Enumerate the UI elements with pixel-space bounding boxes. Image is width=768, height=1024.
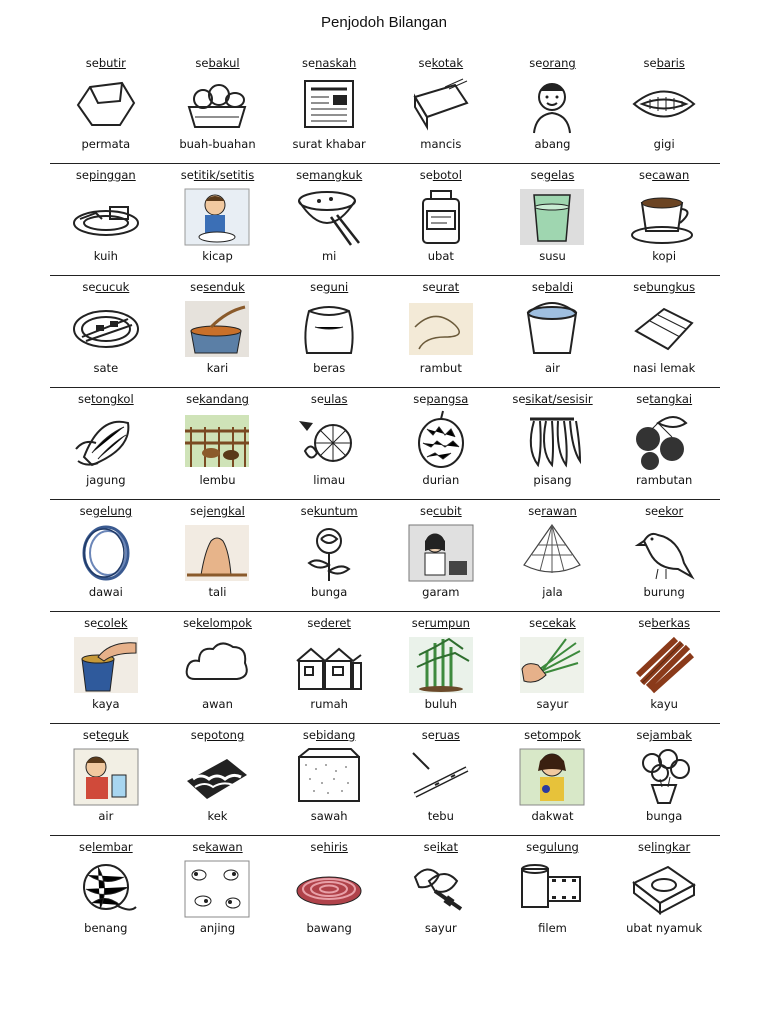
classifier-word (532, 280, 573, 294)
noun-label: air (545, 361, 560, 375)
classifier-prefix: se (529, 616, 543, 630)
noun-label: garam (422, 585, 460, 599)
sugarcane-icon (405, 745, 477, 807)
paddy-field-icon (293, 745, 365, 807)
classifier-prefix: se (296, 168, 310, 182)
matchbox-icon (405, 73, 477, 135)
classifier-prefix: se (82, 280, 96, 294)
page-title: Penjodoh Bilangan (321, 14, 447, 31)
classifier-word (512, 392, 592, 406)
noun-label: kopi (652, 249, 677, 263)
classifier-word (639, 168, 689, 182)
classifier-word (190, 504, 245, 518)
classifier-row (50, 52, 720, 164)
plate-cake-icon (70, 185, 142, 247)
classifier-word (76, 168, 136, 182)
classifier-card (50, 388, 162, 499)
classifier-prefix: se (419, 504, 434, 518)
classifier-row (50, 612, 720, 724)
classifier-card (162, 276, 274, 387)
classifier-stem: bungkus (646, 280, 696, 294)
satay-icon (70, 297, 142, 359)
classifier-card (608, 836, 720, 947)
classifier-prefix: se (421, 728, 435, 742)
classifier-prefix: se (310, 392, 324, 406)
classifier-word (311, 392, 348, 406)
classifier-word (529, 56, 575, 70)
bowl-chopsticks-icon (293, 185, 365, 247)
classifier-prefix: se (636, 728, 650, 742)
noun-label: bunga (646, 809, 683, 823)
cloud-icon (181, 633, 253, 695)
classifier-word (529, 616, 576, 630)
classifier-word (183, 616, 252, 630)
classifier-stem: titik/setitis (193, 168, 255, 182)
noun-label: kicap (202, 249, 233, 263)
classifier-stem: pinggan (89, 168, 136, 182)
classifier-word (186, 392, 249, 406)
classifier-word (420, 168, 462, 182)
classifier-stem: naskah (315, 56, 357, 70)
classifier-stem: gelung (92, 504, 133, 518)
classifier-stem: lingkar (651, 840, 691, 854)
noun-label: susu (539, 249, 566, 263)
noun-label: burung (643, 585, 685, 599)
durian-icon (405, 409, 477, 471)
noun-label: mi (321, 249, 337, 263)
classifier-word (424, 840, 458, 854)
classifier-prefix: se (183, 616, 197, 630)
noun-label: jagung (86, 473, 126, 487)
classifier-card (385, 164, 497, 275)
classifier-word (190, 280, 245, 294)
classifier-stem: botol (432, 168, 462, 182)
noun-label: sayur (536, 697, 569, 711)
classifier-stem: colek (97, 616, 128, 630)
classifier-word (526, 840, 579, 854)
classifier-stem: guni (323, 280, 349, 294)
classifier-stem: kandang (199, 392, 249, 406)
classifier-row (50, 388, 720, 500)
classifier-prefix: se (310, 280, 324, 294)
hair-strand-icon (405, 297, 477, 359)
classifier-card (162, 612, 274, 723)
classifier-word (310, 840, 347, 854)
classifier-stem: tongkol (91, 392, 134, 406)
classifier-stem: kelompok (196, 616, 252, 630)
classifier-card (162, 164, 274, 275)
classifier-card (162, 388, 274, 499)
yarn-ball-icon (70, 857, 142, 919)
classifier-stem: rumpun (424, 616, 470, 630)
classifier-word (420, 504, 462, 518)
classifier-stem: baris (656, 56, 685, 70)
classifier-prefix: se (643, 56, 657, 70)
classifier-card (162, 724, 274, 835)
hand-vegetables-icon (516, 633, 588, 695)
classifier-card (497, 836, 609, 947)
fishing-net-icon (516, 521, 588, 583)
boy-eating-icon (181, 185, 253, 247)
classifier-stem: rawan (541, 504, 577, 518)
noun-label: abang (534, 137, 571, 151)
classifier-prefix: se (190, 504, 204, 518)
classifier-stem: bidang (315, 728, 356, 742)
classifier-stem: pangsa (426, 392, 469, 406)
noun-label: beras (313, 361, 346, 375)
noun-label: tali (208, 585, 227, 599)
classifier-word (413, 392, 468, 406)
noun-label: kari (206, 361, 229, 375)
classifier-prefix: se (422, 280, 436, 294)
classifier-card (162, 500, 274, 611)
classifier-card (608, 500, 720, 611)
classifier-card (608, 276, 720, 387)
classifier-card (608, 724, 720, 835)
gem-icon (70, 73, 142, 135)
classifier-prefix: se (411, 616, 425, 630)
rambutan-icon (628, 409, 700, 471)
classifier-prefix: se (190, 280, 204, 294)
classifier-row (50, 164, 720, 276)
bird-icon (628, 521, 700, 583)
classifier-stem: butir (98, 56, 126, 70)
noun-label: benang (84, 921, 128, 935)
noun-label: bawang (306, 921, 352, 935)
classifier-row (50, 836, 720, 947)
classifier-card (50, 612, 162, 723)
jar-finger-icon (70, 633, 142, 695)
noun-label: awan (202, 697, 233, 711)
classifier-stem: urat (435, 280, 460, 294)
classifier-stem: kotak (431, 56, 464, 70)
noun-label: kayu (650, 697, 678, 711)
classifier-card (385, 388, 497, 499)
classifier-card (608, 52, 720, 163)
classifier-card (385, 612, 497, 723)
classifier-word (192, 840, 242, 854)
noun-label: kaya (92, 697, 120, 711)
teeth-icon (628, 73, 700, 135)
classifier-word (82, 280, 129, 294)
cake-slice-icon (181, 745, 253, 807)
classifier-stem: ruas (434, 728, 460, 742)
classifier-card (497, 612, 609, 723)
wrapped-food-icon (628, 297, 700, 359)
classifier-word (80, 504, 133, 518)
classifier-card (273, 164, 385, 275)
classifier-stem: deret (320, 616, 351, 630)
classifier-card (608, 388, 720, 499)
classifier-prefix: se (302, 56, 316, 70)
classifier-word (181, 168, 255, 182)
classifier-word (633, 280, 695, 294)
classifier-card (497, 500, 609, 611)
classifier-prefix: se (418, 56, 432, 70)
classifier-card (497, 52, 609, 163)
classifier-prefix: se (180, 168, 194, 182)
classifier-word (195, 56, 239, 70)
classifier-word (303, 728, 356, 742)
classifier-card (608, 164, 720, 275)
noun-label: sayur (424, 921, 457, 935)
classifier-word (301, 504, 358, 518)
classifier-stem: berkas (651, 616, 690, 630)
woman-cooking-icon (405, 521, 477, 583)
noun-label: dawai (88, 585, 123, 599)
banana-bunch-icon (516, 409, 588, 471)
classifier-word (636, 392, 692, 406)
classifier-card (273, 388, 385, 499)
classifier-stem: sikat/sesisir (525, 392, 593, 406)
flower-bunch-icon (628, 745, 700, 807)
classifier-word (84, 616, 127, 630)
noun-label: limau (313, 473, 346, 487)
classifier-stem: ikat (436, 840, 458, 854)
classifier-word (528, 504, 577, 518)
coffee-cup-icon (628, 185, 700, 247)
noun-label: buluh (424, 697, 457, 711)
film-roll-icon (516, 857, 588, 919)
classifier-prefix: se (645, 504, 659, 518)
classifier-prefix: se (82, 728, 96, 742)
classifier-row (50, 500, 720, 612)
onion-slice-icon (293, 857, 365, 919)
noun-label: tebu (427, 809, 454, 823)
classifier-word (419, 56, 464, 70)
classifier-stem: ekor (658, 504, 684, 518)
classifier-card (497, 724, 609, 835)
classifier-stem: gelas (543, 168, 575, 182)
noun-label: nasi lemak (632, 361, 696, 375)
classifier-card (497, 276, 609, 387)
classifier-prefix: se (79, 504, 93, 518)
noun-label: ubat nyamuk (626, 921, 703, 935)
classifier-stem: tompok (537, 728, 581, 742)
noun-label: durian (422, 473, 460, 487)
classifier-prefix: se (79, 840, 93, 854)
classifier-stem: cubit (433, 504, 462, 518)
mosquito-coil-icon (628, 857, 700, 919)
classifier-prefix: se (638, 840, 652, 854)
orange-segment-icon (293, 409, 365, 471)
noun-label: rumah (310, 697, 348, 711)
classifier-prefix: se (85, 56, 99, 70)
noun-label: gigi (653, 137, 675, 151)
classifier-prefix: se (190, 728, 204, 742)
wire-coil-icon (70, 521, 142, 583)
classifier-prefix: se (419, 168, 433, 182)
fruit-basket-icon (181, 73, 253, 135)
newspaper-icon (293, 73, 365, 135)
classifier-stem: tangkai (649, 392, 693, 406)
noun-label: rambut (419, 361, 462, 375)
noun-label: filem (538, 921, 567, 935)
classifier-word (638, 840, 690, 854)
classifier-stem: teguk (95, 728, 129, 742)
classifier-prefix: se (530, 168, 544, 182)
sack-icon (293, 297, 365, 359)
boy-drinking-icon (70, 745, 142, 807)
classifier-word (79, 840, 133, 854)
classifier-card (50, 52, 162, 163)
classifier-prefix: se (84, 616, 98, 630)
classifier-prefix: se (307, 616, 321, 630)
classifier-prefix: se (633, 280, 647, 294)
classifier-stem: gulung (539, 840, 579, 854)
classifier-card (50, 724, 162, 835)
classifier-prefix: se (192, 840, 206, 854)
classifier-prefix: se (528, 504, 542, 518)
classifier-card (385, 276, 497, 387)
medicine-bottle-icon (405, 185, 477, 247)
classifier-card (385, 724, 497, 835)
classifier-word (83, 728, 129, 742)
classifier-stem: orang (542, 56, 576, 70)
classifier-grid (50, 52, 720, 947)
classifier-stem: potong (203, 728, 245, 742)
classifier-card (497, 164, 609, 275)
noun-label: sate (93, 361, 119, 375)
noun-label: air (98, 809, 114, 823)
classifier-prefix: se (524, 728, 538, 742)
classifier-card (273, 276, 385, 387)
cattle-pen-icon (181, 409, 253, 471)
classifier-prefix: se (75, 168, 89, 182)
ladle-pot-icon (181, 297, 253, 359)
classifier-prefix: se (423, 840, 437, 854)
classifier-card (273, 724, 385, 835)
classifier-word (86, 56, 126, 70)
glass-icon (516, 185, 588, 247)
bucket-icon (516, 297, 588, 359)
classifier-row (50, 276, 720, 388)
classifier-word (412, 616, 470, 630)
classifier-stem: baldi (545, 280, 574, 294)
firewood-icon (628, 633, 700, 695)
classifier-stem: jambak (649, 728, 692, 742)
classifier-card (608, 612, 720, 723)
classifier-stem: cawan (652, 168, 690, 182)
classifier-prefix: se (195, 56, 209, 70)
rose-icon (293, 521, 365, 583)
classifier-word (422, 728, 460, 742)
noun-label: anjing (199, 921, 236, 935)
classifier-stem: kuntum (313, 504, 358, 518)
classifier-word (643, 56, 684, 70)
noun-label: jala (542, 585, 563, 599)
classifier-word (636, 728, 692, 742)
corn-icon (70, 409, 142, 471)
classifier-card (162, 52, 274, 163)
classifier-word (296, 168, 362, 182)
classifier-word (78, 392, 134, 406)
row-houses-icon (293, 633, 365, 695)
classifier-stem: lembar (92, 840, 133, 854)
classifier-prefix: se (529, 56, 543, 70)
classifier-word (191, 728, 245, 742)
vegetable-bundle-icon (405, 857, 477, 919)
noun-label: pisang (533, 473, 572, 487)
noun-label: kuih (93, 249, 118, 263)
classifier-word (524, 728, 581, 742)
classifier-card (50, 276, 162, 387)
classifier-prefix: se (636, 392, 650, 406)
noun-label: surat khabar (292, 137, 366, 151)
classifier-stem: mangkuk (309, 168, 363, 182)
classifier-card (273, 612, 385, 723)
classifier-word (531, 168, 575, 182)
noun-label: rambutan (635, 473, 693, 487)
noun-label: bunga (311, 585, 348, 599)
classifier-card (50, 164, 162, 275)
classifier-word (302, 56, 356, 70)
classifier-prefix: se (531, 280, 545, 294)
classifier-stem: kawan (205, 840, 243, 854)
classifier-word (638, 616, 690, 630)
classifier-card (273, 500, 385, 611)
classifier-card (50, 836, 162, 947)
classifier-word (645, 504, 683, 518)
boy-icon (516, 73, 588, 135)
classifier-prefix: se (638, 616, 652, 630)
classifier-stem: senduk (203, 280, 245, 294)
classifier-prefix: se (639, 168, 653, 182)
classifier-prefix: se (302, 728, 316, 742)
classifier-prefix: se (186, 392, 200, 406)
classifier-card (273, 836, 385, 947)
classifier-card (162, 836, 274, 947)
classifier-prefix: se (526, 840, 540, 854)
dogs-icon (181, 857, 253, 919)
classifier-word (422, 280, 459, 294)
classifier-stem: ulas (323, 392, 348, 406)
hand-span-icon (181, 521, 253, 583)
noun-label: lembu (199, 473, 236, 487)
classifier-prefix: se (310, 840, 324, 854)
girl-ink-icon (516, 745, 588, 807)
classifier-card (50, 500, 162, 611)
noun-label: kek (207, 809, 228, 823)
classifier-stem: hiris (323, 840, 348, 854)
classifier-stem: bakul (208, 56, 240, 70)
classifier-card (385, 500, 497, 611)
classifier-card (385, 52, 497, 163)
noun-label: buah-buahan (179, 137, 256, 151)
noun-label: mancis (420, 137, 462, 151)
bamboo-icon (405, 633, 477, 695)
classifier-prefix: se (413, 392, 427, 406)
classifier-prefix: se (512, 392, 526, 406)
classifier-card (497, 388, 609, 499)
classifier-card (385, 836, 497, 947)
classifier-word (307, 616, 351, 630)
classifier-prefix: se (77, 392, 92, 406)
classifier-prefix: se (300, 504, 314, 518)
classifier-word (310, 280, 348, 294)
classifier-stem: cekak (542, 616, 576, 630)
classifier-stem: jengkal (203, 504, 245, 518)
noun-label: dakwat (531, 809, 574, 823)
classifier-stem: cucuk (95, 280, 130, 294)
noun-label: ubat (427, 249, 454, 263)
classifier-card (273, 52, 385, 163)
noun-label: permata (81, 137, 131, 151)
classifier-row (50, 724, 720, 836)
noun-label: sawah (310, 809, 348, 823)
